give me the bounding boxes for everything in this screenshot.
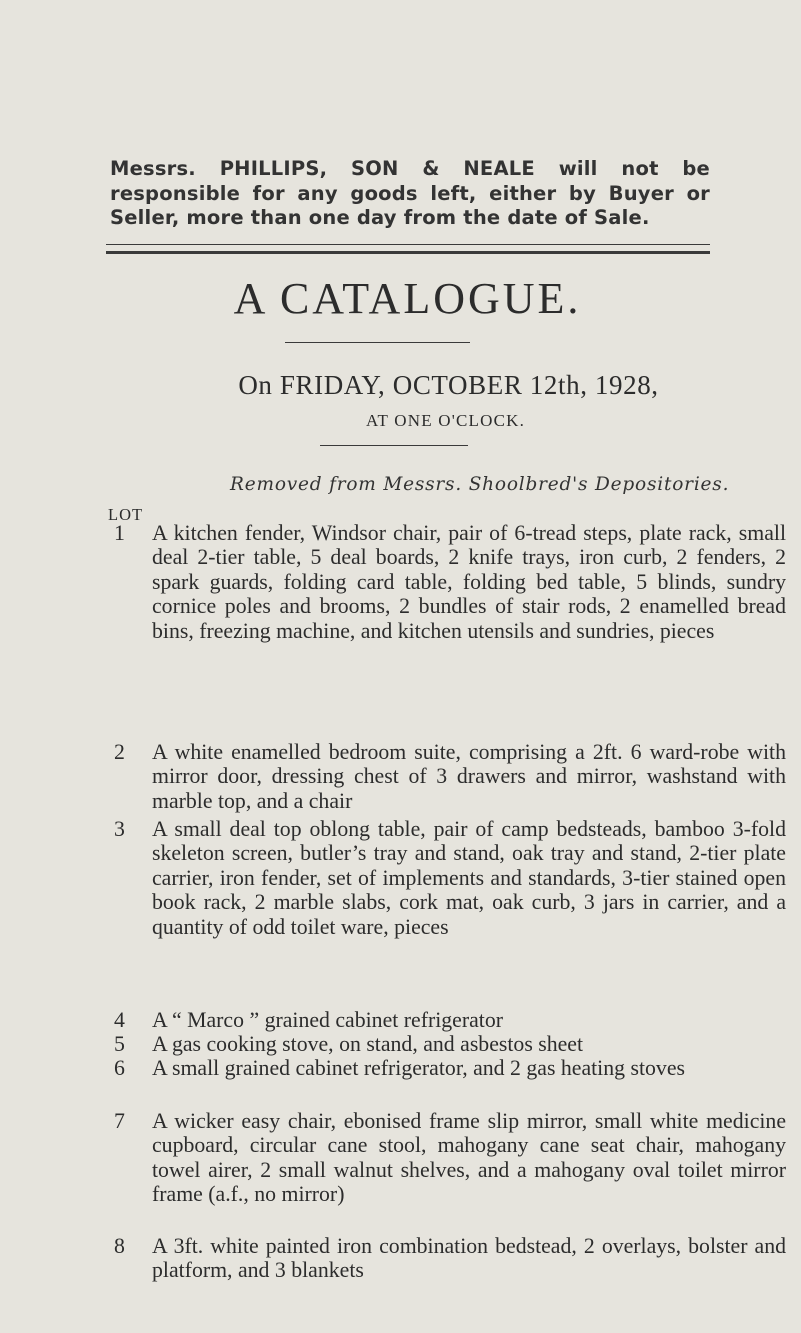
lot-number: 8: [114, 1234, 125, 1258]
lot-description: A wicker easy chair, ebonised frame slip mirror, small white medicine cupboard, circular cane stool, mahogany cane seat chair, mahogany towel airer, 2 small walnut shelves, and a mahogany oval toilet mirror frame (a.f., no mirror): [152, 1109, 786, 1207]
lot-number: 7: [114, 1109, 125, 1133]
lot-item: [114, 1109, 786, 1207]
lot-description: A 3ft. white painted iron combination bedstead, 2 overlays, bolster and platform, and 3 blankets: [152, 1234, 786, 1283]
lot-number: 5: [114, 1032, 125, 1056]
lot-description: A small grained cabinet refrigerator, and 2 gas heating stoves: [152, 1056, 685, 1080]
lot-description: A “ Marco ” grained cabinet refrigerator: [152, 1008, 503, 1032]
divider-thin: [106, 244, 710, 245]
title-underline: [285, 342, 470, 343]
lot-item: [114, 1056, 786, 1080]
sale-date: On FRIDAY, OCTOBER 12th, 1928,: [238, 370, 659, 400]
lot-description: A small deal top oblong table, pair of camp bedsteads, bamboo 3-fold skeleton screen, butler’s tray and stand, oak tray and stand, 2-tier plate carrier, iron fender, set of implements and standards, 3-tier stained open book rack, 2 marble slabs, cork mat, oak curb, 3 jars in carrier, and a quantity of odd toilet ware, pieces: [152, 817, 786, 939]
lot-number: 6: [114, 1056, 125, 1080]
lot-number: 3: [114, 817, 125, 841]
lot-item: [114, 740, 786, 813]
sale-time: AT ONE O'CLOCK.: [365, 411, 526, 430]
responsibility-notice: Messrs. PHILLIPS, SON & NEALE will not be responsible for any goods left, either by Buyer or Seller, more than one day from the date of Sale.: [110, 157, 710, 229]
lot-description: A white enamelled bedroom suite, comprising a 2ft. 6 ward-robe with mirror door, dressing chest of 3 drawers and mirror, washstand with marble top, and a chair: [152, 740, 786, 813]
catalogue-title: A CATALOGUE.: [233, 274, 582, 323]
lot-item: [114, 1032, 786, 1056]
lot-item: [114, 521, 786, 643]
lot-item: [114, 1234, 786, 1283]
divider-thick: [106, 251, 710, 254]
lot-description: A kitchen fender, Windsor chair, pair of 6-tread steps, plate rack, small deal 2-tier table, 5 deal boards, 2 knife trays, iron curb, 2 fenders, 2 spark guards, folding card table, folding bed table, 5 blinds, sundry cornice poles and brooms, 2 bundles of stair rods, 2 enamelled bread bins, freezing machine, and kitchen utensils and sundries, pieces: [152, 521, 786, 643]
lot-number: 1: [114, 521, 125, 545]
removed-from-heading: Removed from Messrs. Shoolbred's Depositories.: [230, 474, 730, 495]
lot-item: [114, 1008, 786, 1032]
lot-column-header: LOT: [108, 505, 144, 524]
lot-description: A gas cooking stove, on stand, and asbestos sheet: [152, 1032, 584, 1056]
date-underline: [320, 445, 468, 446]
lot-item: [114, 817, 786, 939]
lot-number: 2: [114, 740, 125, 764]
lot-number: 4: [114, 1008, 125, 1032]
